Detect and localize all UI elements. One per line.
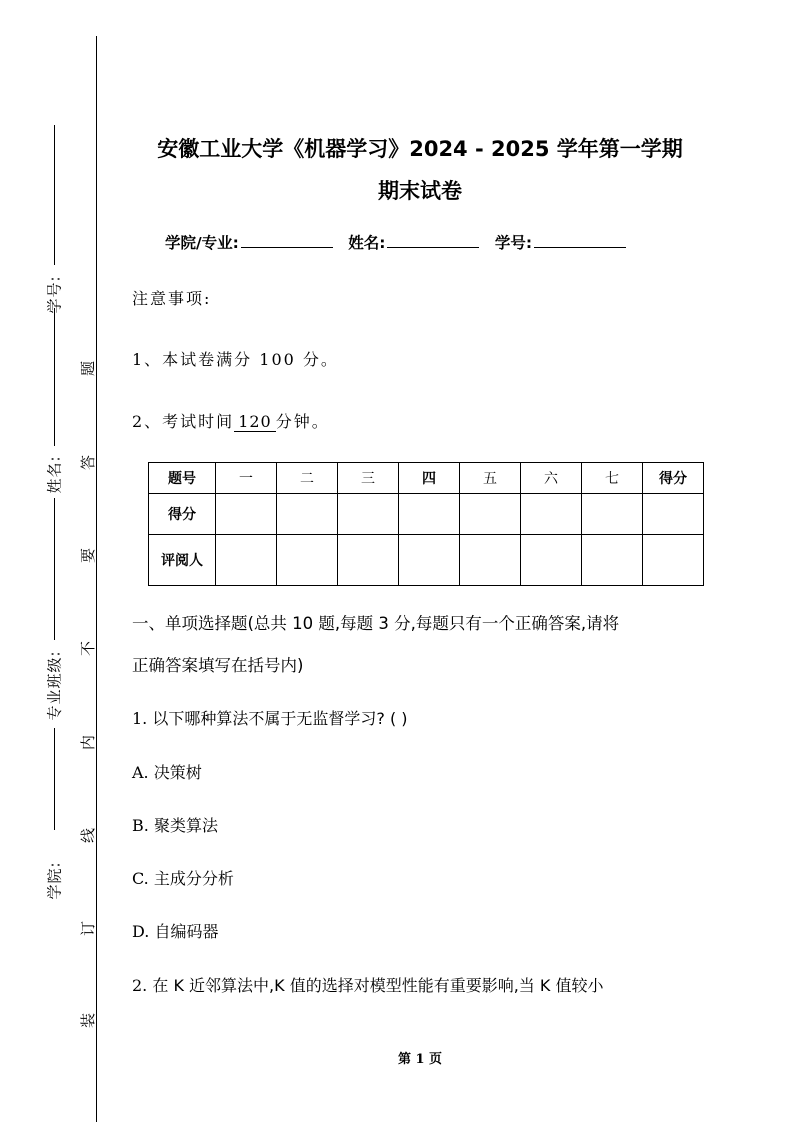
- student-id-blank[interactable]: [534, 235, 626, 248]
- page-number: 第 1 页: [397, 1052, 443, 1067]
- header-cell: 二: [277, 463, 338, 494]
- option-text: 决策树: [153, 763, 202, 782]
- margin-warning-char: 线: [79, 827, 98, 844]
- margin-warning-char: 不: [79, 640, 98, 657]
- margin-student-id-label: 学号:: [45, 275, 64, 314]
- margin-warning-char: 订: [79, 920, 98, 937]
- college-major-label: 学院/专业:: [165, 234, 239, 252]
- option-text: 自编码器: [154, 922, 219, 941]
- name-blank[interactable]: [387, 235, 479, 248]
- header-cell: 五: [460, 463, 521, 494]
- margin-warning-char: 内: [79, 734, 98, 751]
- student-info-row: [165, 231, 636, 253]
- student-id-label: 学号:: [494, 234, 533, 252]
- score-table: [148, 462, 704, 586]
- college-line-top: [54, 728, 55, 830]
- exam-duration-value: 120: [234, 412, 276, 432]
- option-c: [132, 866, 234, 889]
- header-cell: 题号: [149, 463, 216, 494]
- header-cell: 四: [399, 463, 460, 494]
- option-key: D.: [132, 922, 150, 941]
- question-number: 2.: [132, 976, 148, 995]
- grader-cell[interactable]: [460, 535, 521, 586]
- option-text: 聚类算法: [153, 816, 218, 835]
- score-cell[interactable]: [338, 494, 399, 535]
- note-item-1: 1、本试卷满分 100 分。: [132, 350, 339, 369]
- name-label: 姓名:: [348, 234, 386, 252]
- score-cell[interactable]: [277, 494, 338, 535]
- question-2: [132, 973, 603, 996]
- header-cell: 得分: [643, 463, 704, 494]
- option-text: 主成分分析: [153, 869, 234, 888]
- section-heading-line1: 一、单项选择题(总共 10 题,每题 3 分,每题只有一个正确答案,请将: [132, 614, 620, 633]
- class-line-top: [54, 498, 55, 640]
- option-key: B.: [132, 816, 149, 835]
- grader-cell[interactable]: [521, 535, 582, 586]
- grader-cell[interactable]: [216, 535, 277, 586]
- option-a: [132, 760, 202, 783]
- score-cell[interactable]: [582, 494, 643, 535]
- exam-title: 安徽工业大学《机器学习》2024 - 2025 学年第一学期: [157, 137, 683, 161]
- binding-cut-line: [96, 36, 97, 1122]
- option-key: C.: [132, 869, 149, 888]
- row-label: 评阅人: [149, 535, 216, 586]
- header-cell: 七: [582, 463, 643, 494]
- grader-cell[interactable]: [643, 535, 704, 586]
- grader-cell[interactable]: [338, 535, 399, 586]
- header-cell: 三: [338, 463, 399, 494]
- margin-name-label: 姓名:: [45, 455, 64, 494]
- notes-heading: 注意事项:: [132, 289, 212, 308]
- note-item-2-prefix: 2、考试时间: [132, 412, 235, 431]
- header-cell: 六: [521, 463, 582, 494]
- student-id-line-top: [54, 125, 55, 265]
- score-cell[interactable]: [521, 494, 582, 535]
- margin-warning-char: 答: [79, 454, 98, 471]
- score-cell[interactable]: [460, 494, 521, 535]
- margin-warning-char: 题: [79, 360, 98, 377]
- exam-subtitle: 期末试卷: [378, 179, 462, 203]
- grader-cell[interactable]: [582, 535, 643, 586]
- score-table-header-row: [149, 463, 704, 494]
- score-row: [149, 494, 704, 535]
- option-key: A.: [132, 763, 149, 782]
- grader-row: [149, 535, 704, 586]
- margin-college-label: 学院:: [45, 861, 64, 900]
- note-item-2: [132, 409, 330, 432]
- question-1: [132, 706, 408, 729]
- name-line-top: [54, 308, 55, 446]
- section-heading-line2: 正确答案填写在括号内): [132, 656, 304, 675]
- grader-cell[interactable]: [399, 535, 460, 586]
- grader-cell[interactable]: [277, 535, 338, 586]
- score-cell[interactable]: [399, 494, 460, 535]
- option-d: [132, 919, 218, 942]
- row-label: 得分: [149, 494, 216, 535]
- margin-warning-char: 装: [79, 1012, 98, 1029]
- score-cell[interactable]: [643, 494, 704, 535]
- question-number: 1.: [132, 709, 148, 728]
- question-text: 在 K 近邻算法中,K 值的选择对模型性能有重要影响,当 K 值较小: [152, 976, 604, 995]
- header-cell: 一: [216, 463, 277, 494]
- margin-warning-char: 要: [79, 547, 98, 564]
- option-b: [132, 813, 218, 836]
- margin-class-label: 专业班级:: [45, 650, 64, 721]
- score-cell[interactable]: [216, 494, 277, 535]
- college-major-blank[interactable]: [241, 235, 333, 248]
- question-text: 以下哪种算法不属于无监督学习? ( ): [152, 709, 408, 728]
- note-item-2-suffix: 分钟。: [275, 412, 330, 431]
